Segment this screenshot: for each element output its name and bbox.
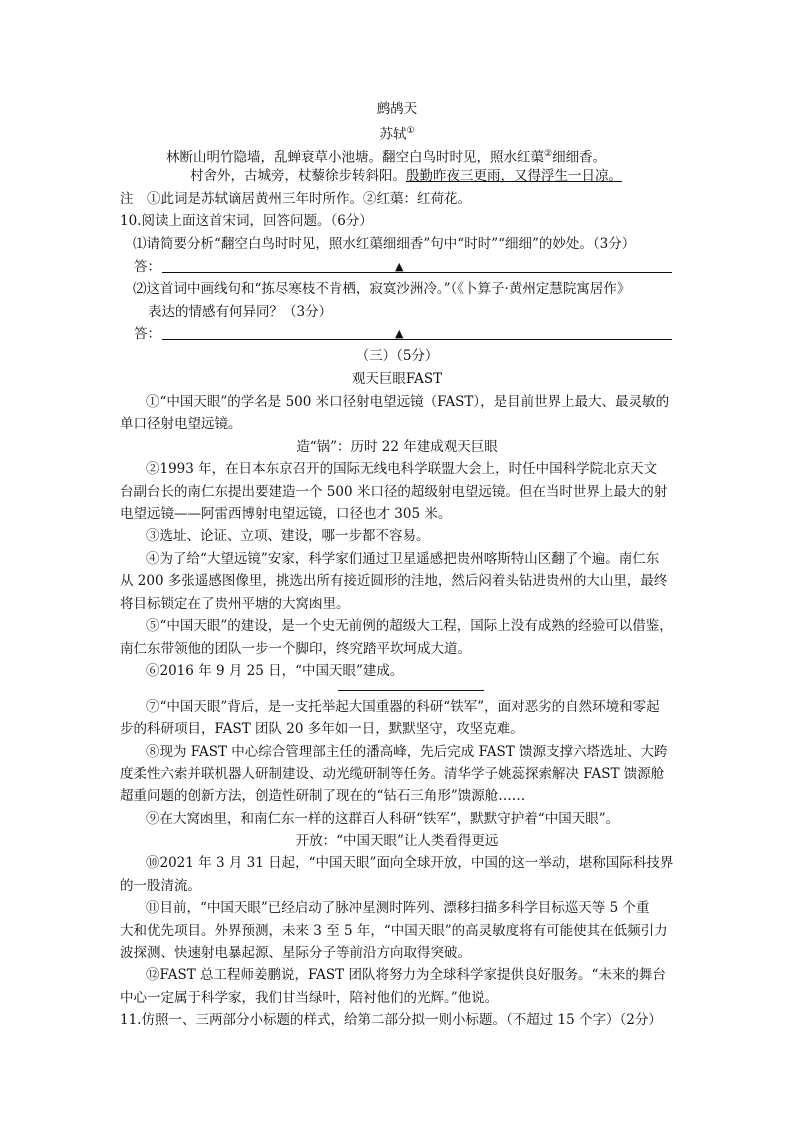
para-11-line-a: ⑪目前，“中国天眼”已经启动了脉冲星测时阵列、漂移扫描多科学目标巡天等 5 个重 [146, 900, 650, 916]
poem-line-1-start: 林断山明竹隐墙，乱蝉衰草小池塘。翻空白鸟时时见，照水红蕖 [166, 149, 544, 166]
para-7-line-b: 步的科研项目，FAST 团队 20 多年如一日，默默坚守，攻坚克难。 [120, 721, 524, 737]
para-11-line-b: 大和优先项目。外界预测，未来 3 至 5 年，“中国天眼”的高灵敏度将有可能使其在低频引力 [120, 923, 668, 939]
para-6: ⑥2016 年 9 月 25 日，“中国天眼”建成。 [146, 663, 404, 679]
para-7-line-a: ⑦“中国天眼”背后，是一支托举起大国重器的科研“铁军”，面对恶劣的自然环境和零起 [146, 699, 660, 715]
poem-line-2 [190, 165, 622, 187]
section3-title: 观天巨眼FAST [351, 371, 443, 387]
para-2-line-b: 台副台长的南仁东提出要建造一个 500 米口径的超级射电望远镜。但在当时世界上最大的射 [120, 484, 668, 500]
para-8-line-c: 超重问题的创新方法，创造性研制了现在的“钻石三角形”馈源舱…… [120, 788, 526, 804]
para-1-line-b: 单口径射电望远镜。 [120, 416, 242, 432]
poem-author-name: 苏轼 [379, 126, 407, 143]
triangle-mark-1: ▲ [395, 260, 404, 273]
para-2-line-c: 电望远镜——阿雷西博射电望远镜，口径也才 305 米。 [120, 506, 452, 522]
q10-stem: 10.阅读上面这首宋词，回答问题。（6分） [120, 213, 373, 229]
poem-author [117, 120, 677, 146]
poem-underlined-lines: 殷勤昨夜三更雨，又得浮生一日凉。 [406, 168, 622, 184]
poem-note-mark-2: ② [544, 149, 553, 159]
subtitle-part-3: 开放：“中国天眼”让人类看得更远 [295, 833, 499, 849]
subtitle-part-1: 造“锅”：历时 22 年建成观天巨眼 [296, 439, 498, 455]
triangle-mark-2: ▲ [395, 327, 404, 340]
para-11-line-c: 波探测、快速射电暴起源、星际分子等前沿方向取得突破。 [120, 945, 471, 961]
poem-line-1-end: 细细香。 [552, 149, 607, 166]
section3-heading: （三）（5分） [355, 348, 439, 364]
q11-stem: 11.仿照一、三两部分小标题的样式，给第二部分拟一则小标题。（不超过 15 个字）（2分） [120, 1012, 662, 1028]
para-3: ③选址、论证、立项、建设，哪一步都不容易。 [146, 528, 430, 544]
q10-sub2-line-b: 表达的情感有何异同？（3分） [148, 304, 333, 320]
poem-notes: 注 ①此词是苏轼谪居黄州三年时所作。②红蕖：红荷花。 [120, 191, 471, 207]
para-12-line-b: 中心一定属于科学家，我们甘当绿叶，陪衬他们的光辉。”他说。 [120, 990, 499, 1006]
para-9: ⑨在大窝凼里，和南仁东一样的这群百人科研“铁军”，默默守护着“中国天眼”。 [146, 811, 620, 827]
para-12-line-a: ⑫FAST 总工程师姜鹏说，FAST 团队将努力为全球科学家提供良好服务。“未来的舞台 [146, 967, 666, 983]
para-4-line-c: 将目标锁定在了贵州平塘的大窝凼里。 [120, 596, 350, 612]
para-1-line-a: ①“中国天眼”的学名是 500 米口径射电望远镜（FAST），是目前世界上最大、最灵敏的 [146, 394, 670, 410]
para-4-line-a: ④为了给“大望远镜”安家，科学家们通过卫星遥感把贵州喀斯特山区翻了个遍。南仁东 [146, 551, 660, 567]
q10-sub1: ⑴请简要分析“翻空白鸟时时见，照水红蕖细细香”句中“时时”“细细”的妙处。（3分） [133, 236, 636, 252]
para-8-line-b: 度柔性六索并联机器人研制建设、动光缆研制等任务。清华学子姚蕊探索解决 FAST 馈源舱 [120, 766, 665, 782]
para-5-line-b: 南仁东带领他的团队一步一个脚印，终究踏平坎坷成大道。 [120, 641, 471, 657]
answer-label-2: 答： [134, 326, 161, 342]
para-10-line-a: ⑩2021 年 3 月 31 日起，“中国天眼”面向全球开放，中国的这一举动，堪称国际科技界 [146, 855, 674, 871]
para-2-line-a: ②1993 年，在日本东京召开的国际无线电科学联盟大会上，时任中国科学院北京天文 [146, 461, 658, 477]
para-5-line-a: ⑤“中国天眼”的建设，是一个史无前例的超级大工程，国际上没有成熟的经验可以借鉴， [146, 618, 673, 634]
answer-label-1: 答： [134, 259, 161, 275]
poem-title: 鹧鸪天 [376, 101, 418, 117]
subtitle-part-2-blank[interactable] [338, 690, 484, 691]
answer-line-1[interactable] [162, 272, 672, 273]
para-8-line-a: ⑧现为 FAST 中心综合管理部主任的潘高峰，先后完成 FAST 馈源支撑六塔选址、大跨 [146, 744, 668, 760]
author-note-mark: ① [406, 126, 415, 136]
poem-line-2-start: 村舍外，古城旁，杖藜徐步转斜阳。 [190, 168, 406, 184]
q10-sub2-line-a: ⑵这首词中画线句和“拣尽寒枝不肯栖，寂寞沙洲冷。”（《卜算子·黄州定慧院寓居作》 [133, 281, 631, 297]
para-4-line-b: 从 200 多张遥感图像里，挑选出所有接近圆形的洼地，然后闷着头钻进贵州的大山里，最终 [120, 573, 668, 589]
para-10-line-b: 的一股清流。 [120, 878, 201, 894]
answer-line-2[interactable] [162, 339, 672, 340]
